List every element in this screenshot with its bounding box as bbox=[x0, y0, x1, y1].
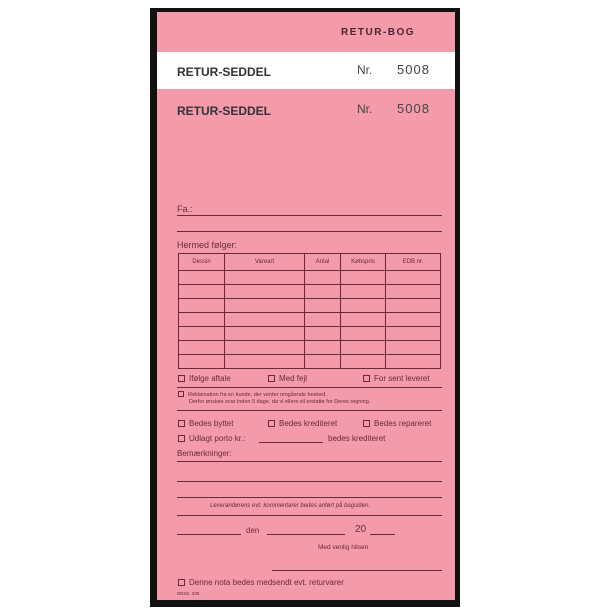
table-cell[interactable] bbox=[225, 299, 305, 313]
check-reklamation[interactable] bbox=[178, 391, 327, 398]
checkbox[interactable] bbox=[178, 579, 185, 586]
table-row bbox=[179, 341, 441, 355]
checkbox[interactable] bbox=[178, 420, 185, 427]
check-porto[interactable] bbox=[178, 434, 245, 443]
checkbox[interactable] bbox=[268, 375, 275, 382]
date-line[interactable] bbox=[267, 534, 345, 535]
table-cell[interactable] bbox=[225, 355, 305, 369]
table-cell[interactable] bbox=[386, 355, 441, 369]
porto-label: Udlagt porto kr.: bbox=[189, 434, 246, 443]
check-label: Ifølge aftale bbox=[189, 374, 231, 383]
table-cell[interactable] bbox=[341, 341, 386, 355]
table-cell[interactable] bbox=[179, 299, 225, 313]
check-exchange[interactable] bbox=[178, 419, 233, 428]
slip-number: 5008 bbox=[397, 101, 430, 116]
col-header: Købspris bbox=[341, 254, 386, 271]
table-row bbox=[179, 271, 441, 285]
table-cell[interactable] bbox=[305, 313, 341, 327]
table-cell[interactable] bbox=[341, 299, 386, 313]
slip-title: RETUR-SEDDEL bbox=[177, 65, 272, 79]
items-table bbox=[178, 253, 441, 369]
table-cell[interactable] bbox=[386, 313, 441, 327]
slip-title: RETUR-SEDDEL bbox=[177, 104, 272, 118]
porto-amount-line[interactable] bbox=[259, 442, 323, 443]
check-repair[interactable] bbox=[363, 419, 431, 428]
table-row bbox=[179, 299, 441, 313]
checkbox[interactable] bbox=[178, 391, 184, 397]
check-label: Bedes repareret bbox=[374, 419, 432, 428]
table-row bbox=[179, 327, 441, 341]
col-header: EDB nr. bbox=[386, 254, 441, 271]
from-label: Fa.: bbox=[177, 204, 193, 214]
signature-line[interactable] bbox=[272, 570, 442, 571]
check-label: Med fejl bbox=[279, 374, 308, 383]
slip-number: 5008 bbox=[397, 62, 430, 77]
remarks-label: Bemærkninger: bbox=[177, 449, 232, 458]
col-header: Dessin bbox=[179, 254, 225, 271]
table-cell[interactable] bbox=[225, 285, 305, 299]
table-cell[interactable] bbox=[305, 285, 341, 299]
table-cell[interactable] bbox=[179, 313, 225, 327]
nr-label: Nr. bbox=[357, 63, 373, 77]
check-label: Denne nota bedes medsendt evt. returvarer bbox=[189, 578, 344, 587]
checkbox[interactable] bbox=[178, 375, 185, 382]
place-line[interactable] bbox=[177, 534, 241, 535]
table-cell[interactable] bbox=[225, 313, 305, 327]
checkbox[interactable] bbox=[268, 420, 275, 427]
table-cell[interactable] bbox=[341, 313, 386, 327]
table-cell[interactable] bbox=[341, 327, 386, 341]
enclosed-label: Hermed følger: bbox=[177, 240, 238, 250]
check-defect[interactable] bbox=[268, 374, 307, 383]
check-label: Bedes byttet bbox=[189, 419, 234, 428]
book-title: RETUR-BOG bbox=[341, 27, 416, 38]
checkbox[interactable] bbox=[178, 435, 185, 442]
table-cell[interactable] bbox=[225, 271, 305, 285]
check-agreement[interactable] bbox=[178, 374, 231, 383]
greeting: Med venlig hilsen bbox=[318, 544, 369, 551]
table-cell[interactable] bbox=[386, 327, 441, 341]
form-code: DESS. 335 bbox=[177, 591, 200, 596]
remarks-line[interactable] bbox=[177, 481, 442, 482]
divider bbox=[177, 515, 442, 516]
from-line-2[interactable] bbox=[177, 231, 442, 232]
reklamation-text-2: Derfor ønskes svar inden 5 dage, da vi ellers vil erstatte for Deres regning. bbox=[189, 399, 371, 405]
col-header: Antal bbox=[305, 254, 341, 271]
year-prefix: 20 bbox=[355, 524, 367, 535]
remarks-line[interactable] bbox=[177, 461, 442, 462]
from-line[interactable] bbox=[177, 215, 442, 216]
table-cell[interactable] bbox=[305, 355, 341, 369]
check-late[interactable] bbox=[363, 374, 430, 383]
check-credit[interactable] bbox=[268, 419, 337, 428]
divider bbox=[177, 387, 442, 388]
table-cell[interactable] bbox=[225, 327, 305, 341]
table-cell[interactable] bbox=[305, 271, 341, 285]
divider bbox=[177, 410, 442, 411]
table-cell[interactable] bbox=[386, 271, 441, 285]
table-cell[interactable] bbox=[341, 285, 386, 299]
table-row bbox=[179, 355, 441, 369]
table-cell[interactable] bbox=[305, 341, 341, 355]
nr-label: Nr. bbox=[357, 102, 373, 116]
table-cell[interactable] bbox=[179, 341, 225, 355]
check-footer[interactable] bbox=[178, 578, 344, 587]
table-cell[interactable] bbox=[386, 285, 441, 299]
table-cell[interactable] bbox=[179, 355, 225, 369]
supplier-note: Leverandørens evt. kommentarer bedes anført på bagsiden. bbox=[210, 503, 371, 509]
col-header: Vareart bbox=[225, 254, 305, 271]
porto-suffix: bedes krediteret bbox=[328, 434, 386, 443]
table-cell[interactable] bbox=[305, 299, 341, 313]
year-line[interactable] bbox=[370, 534, 395, 535]
table-row bbox=[179, 285, 441, 299]
table-cell[interactable] bbox=[386, 299, 441, 313]
table-cell[interactable] bbox=[179, 285, 225, 299]
table-cell[interactable] bbox=[386, 341, 441, 355]
checkbox[interactable] bbox=[363, 375, 370, 382]
table-cell[interactable] bbox=[225, 341, 305, 355]
table-cell[interactable] bbox=[305, 327, 341, 341]
table-cell[interactable] bbox=[179, 271, 225, 285]
check-label: Bedes krediteret bbox=[279, 419, 338, 428]
checkbox[interactable] bbox=[363, 420, 370, 427]
den-label: den bbox=[246, 526, 260, 535]
table-cell[interactable] bbox=[341, 355, 386, 369]
table-cell[interactable] bbox=[179, 327, 225, 341]
remarks-line[interactable] bbox=[177, 497, 442, 498]
table-row bbox=[179, 313, 441, 327]
reklamation-text: Reklamation fra en kunde, der venter omgående besked. bbox=[188, 392, 327, 398]
check-label: For sent leveret bbox=[374, 374, 430, 383]
table-cell[interactable] bbox=[341, 271, 386, 285]
